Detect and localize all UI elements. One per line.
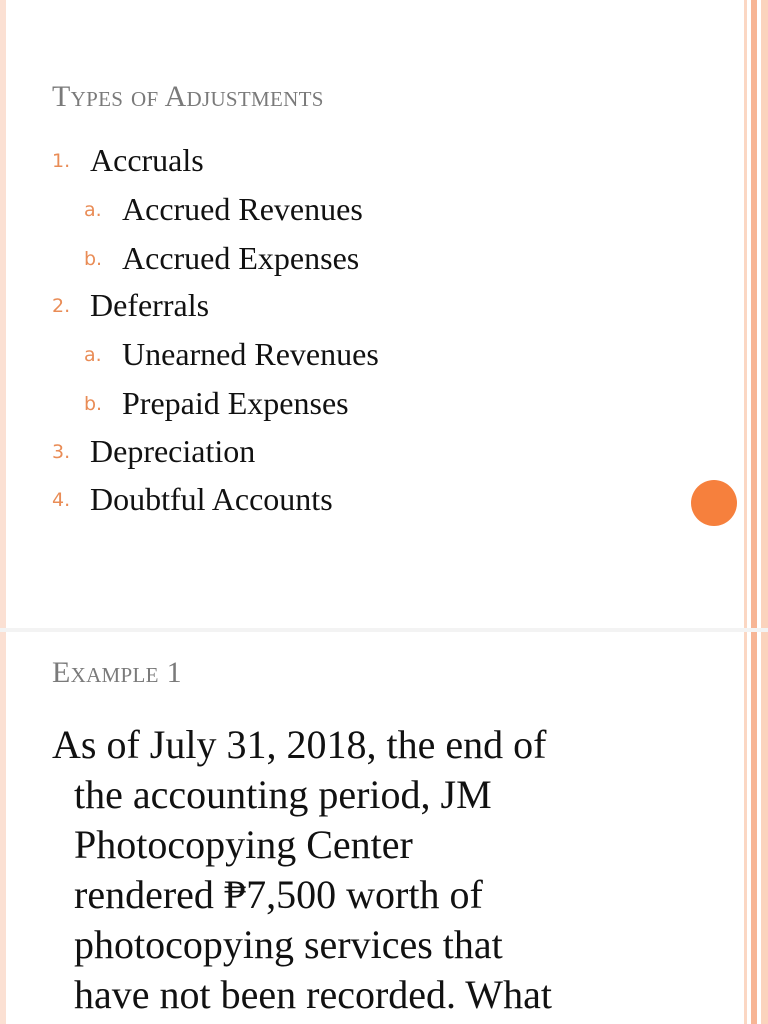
list-item: Prepaid Expenses [122,385,349,421]
list-item: Doubtful Accounts [90,481,333,517]
right-accent-bar-wide [761,632,768,1024]
list-marker: 4. [52,489,71,511]
list-item: Depreciation [90,433,256,469]
list-marker: 1. [52,150,71,172]
paragraph-line: have not been recorded. What [74,972,552,1017]
list-item: Accrued Revenues [122,191,363,227]
list-item: Accruals [90,142,204,178]
right-accent-bar-wide [761,0,768,632]
list-marker: a. [84,344,102,366]
paragraph-line: rendered ₱7,500 worth of [74,872,483,917]
right-accent-bar-thin [744,632,747,1024]
list-item: Deferrals [90,287,210,323]
list-marker: a. [84,199,102,221]
right-accent-bar-mid [751,632,757,1024]
list-marker: 2. [52,295,71,317]
slide-example-1 [0,632,768,1024]
slide-title: Example 1 [52,656,182,689]
paragraph-line: photocopying services that [74,922,503,967]
paragraph-line: As of July 31, 2018, the end of [52,722,547,767]
list-marker: b. [84,393,103,415]
list-marker: b. [84,248,103,270]
list-item: Unearned Revenues [122,336,379,372]
right-accent-bar-thin [744,0,747,632]
slide-title: Types of Adjustments [52,80,324,113]
list-marker: 3. [52,441,71,463]
right-accent-bar-mid [751,0,757,632]
paragraph-line: Photocopying Center [74,822,413,867]
decorative-circle-icon [691,480,737,526]
paragraph-line: the accounting period, JM [74,772,492,817]
example-paragraph [52,720,692,1020]
list-item: Accrued Expenses [122,240,360,276]
